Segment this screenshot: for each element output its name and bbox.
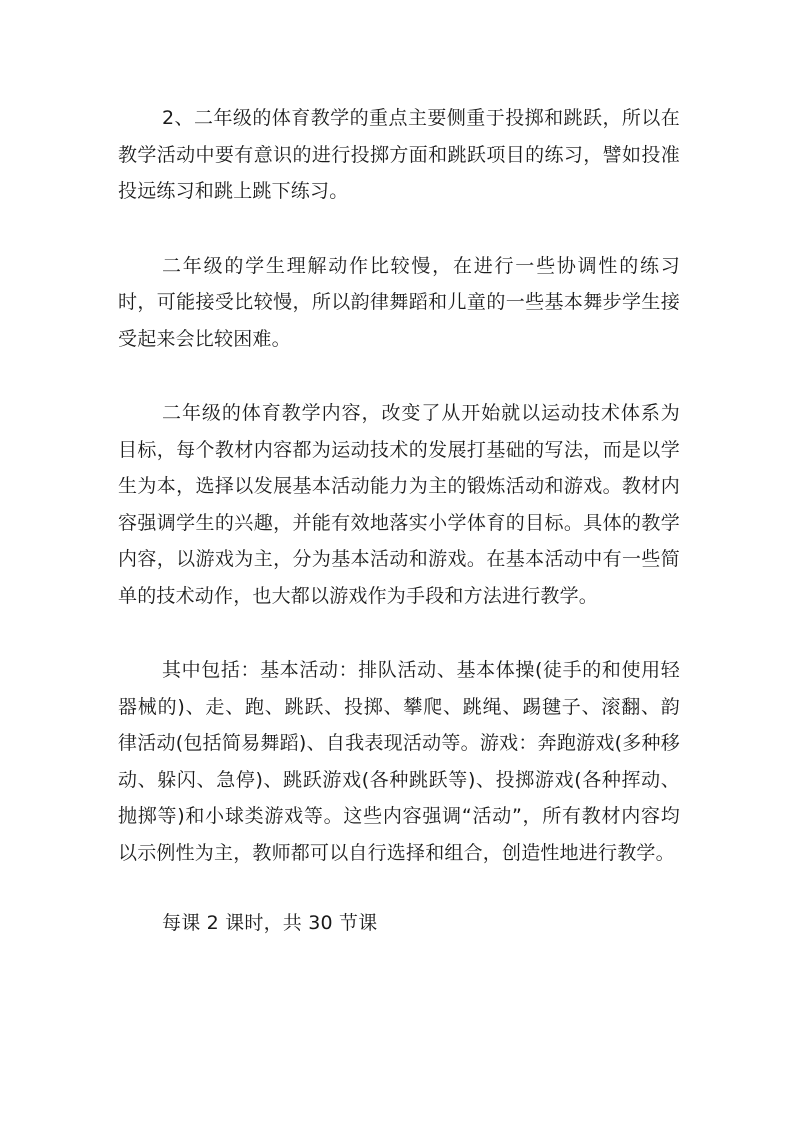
paragraph-activities-list: 其中包括：基本活动：排队活动、基本体操(徒手的和使用轻器械的)、走、跑、跳跃、投掷、攀爬、跳绳、踢毽子、滚翻、韵律活动(包括简易舞蹈)、自我表现活动等。游戏：奔跑游戏(多种移动、躲闪、急停)、跳跃游戏(各种跳跃等)、投掷游戏(各种挥动、抛掷等)和小球类游戏等。这些内容强调“活动”，所有教材内容均以示例性为主，教师都可以自行选择和组合，创造性地进行教学。 [118,659,680,864]
paragraph-throwing-jumping-focus: 2、二年级的体育教学的重点主要侧重于投掷和跳跃，所以在教学活动中要有意识的进行投掷方面和跳跃项目的练习，譬如投准投远练习和跳上跳下练习。 [118,107,680,202]
paragraph-lesson-count: 每课 2 课时，共 30 节课 [162,912,378,934]
paragraph-teaching-content: 二年级的体育教学内容，改变了从开始就以运动技术体系为目标，每个教材内容都为运动技术的发展打基础的写法，而是以学生为本，选择以发展基本活动能力为主的锻炼活动和游戏。教材内容强调学生的兴趣，并能有效地落实小学体育的目标。具体的教学内容，以游戏为主，分为基本活动和游戏。在基本活动中有一些简单的技术动作，也大都以游戏作为手段和方法进行教学。 [118,402,680,607]
document-body [118,100,680,942]
paragraph-student-understanding: 二年级的学生理解动作比较慢，在进行一些协调性的练习时，可能接受比较慢，所以韵律舞蹈和儿童的一些基本舞步学生接受起来会比较困难。 [118,254,680,350]
